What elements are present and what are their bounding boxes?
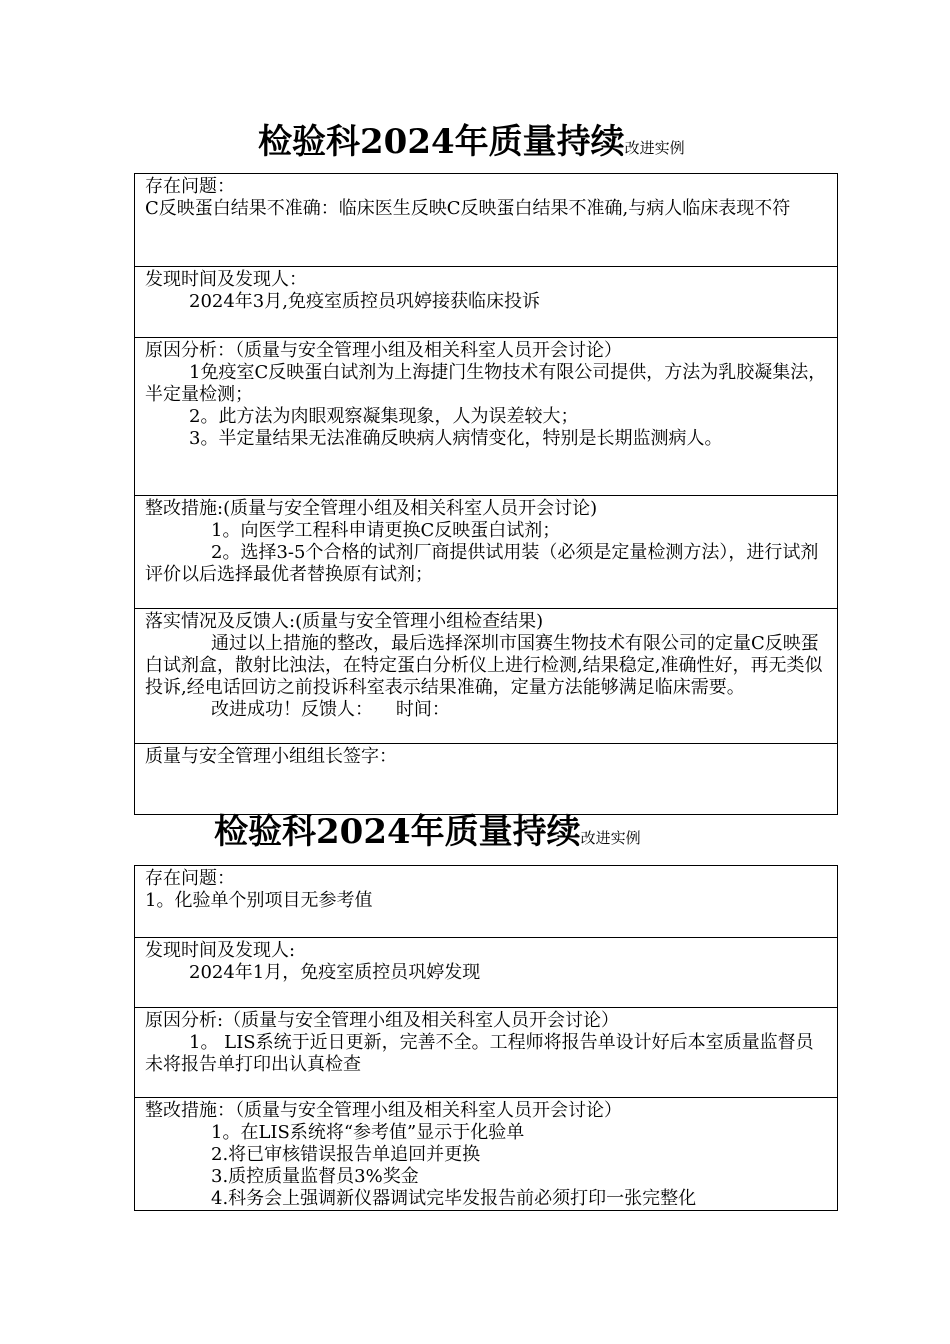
report2-problem-cell — [135, 866, 837, 938]
report1-signature-cell — [135, 744, 837, 814]
report1-problem-text: C反映蛋白结果不准确：临床医生反映C反映蛋白结果不准确,与病人临床表现不符 — [145, 198, 791, 219]
report1-title — [258, 122, 685, 168]
report2-discovery-text: 2024年1月，免疫室质控员巩婷发现 — [189, 962, 481, 983]
report2-title — [214, 812, 641, 858]
report1-problem-label: 存在问题： — [145, 176, 235, 197]
report1-discovery-label: 发现时间及发现人： — [145, 269, 307, 290]
report2-measures-item: 4.科务会上强调新仪器调试完毕发报告前必须打印一张完整化 — [211, 1188, 697, 1209]
report1-signature-label: 质量与安全管理小组组长签字： — [145, 746, 397, 767]
report1-table — [134, 173, 838, 815]
report1-problem-cell — [135, 174, 837, 267]
report2-table — [134, 865, 838, 1211]
report2-measures-item: 3.质控质量监督员3%奖金 — [211, 1166, 419, 1187]
report1-cause-cell — [135, 338, 837, 496]
report1-measures-item: 1。向医学工程科申请更换C反映蛋白试剂； — [211, 520, 561, 541]
report2-measures-item: 1。在LIS系统将“参考值”显示于化验单 — [211, 1122, 525, 1143]
report1-cause-item: 1免疫室C反映蛋白试剂为上海捷门生物技术有限公司提供，方法为乳胶凝集法，半定量检测； — [145, 362, 827, 405]
report2-title-suffix: 改进实例 — [580, 829, 641, 847]
report1-title-main: 检验科2024年质量持续 — [258, 122, 625, 162]
report1-measures-label: 整改措施:(质量与安全管理小组及相关科室人员开会讨论) — [145, 498, 598, 519]
report1-title-suffix: 改进实例 — [624, 139, 685, 157]
report1-feedback-result: 改进成功！反馈人： 时间： — [211, 699, 450, 720]
report2-measures-item: 2.将已审核错误报告单追回并更换 — [211, 1144, 481, 1165]
report1-cause-label: 原因分析：（质量与安全管理小组及相关科室人员开会讨论） — [145, 340, 622, 361]
report2-cause-item: 1。 LIS系统于近日更新，完善不全。工程师将报告单设计好后本室质量监督员未将报告单打印出认真检查 — [145, 1032, 814, 1075]
report1-discovery-cell — [135, 267, 837, 338]
report1-measures-cell — [135, 496, 837, 609]
report1-cause-item: 2。此方法为肉眼观察凝集现象，人为误差较大； — [189, 406, 579, 427]
report2-measures-cell — [135, 1098, 837, 1210]
report2-title-main: 检验科2024年质量持续 — [214, 812, 581, 852]
report2-problem-text: 1。化验单个别项目无参考值 — [145, 890, 373, 911]
report2-discovery-cell — [135, 938, 837, 1008]
report1-feedback-text: 通过以上措施的整改，最后选择深圳市国赛生物技术有限公司的定量C反映蛋白试剂盒，散射比浊法，在特定蛋白分析仪上进行检测,结果稳定,准确性好，再无类似投诉,经电话回访之前投诉科室表示结果准确，定量方法能够满足临床需要。 — [145, 633, 823, 698]
report2-discovery-label: 发现时间及发现人: — [145, 940, 296, 961]
report1-feedback-cell — [135, 609, 837, 744]
report2-cause-cell — [135, 1008, 837, 1098]
report1-feedback-label: 落实情况及反馈人:(质量与安全管理小组检查结果) — [145, 611, 544, 632]
report2-problem-label: 存在问题： — [145, 868, 235, 889]
report2-measures-label: 整改措施：（质量与安全管理小组及相关科室人员开会讨论） — [145, 1100, 622, 1121]
report1-discovery-text: 2024年3月,免疫室质控员巩婷接获临床投诉 — [189, 291, 540, 312]
report1-measures-item: 2。选择3-5个合格的试剂厂商提供试用装（必须是定量检测方法），进行试剂评价以后选择最优者替换原有试剂； — [145, 542, 819, 585]
report2-cause-label: 原因分析:（质量与安全管理小组及相关科室人员开会讨论） — [145, 1010, 620, 1031]
report1-cause-item: 3。半定量结果无法准确反映病人病情变化，特别是长期监测病人。 — [189, 428, 723, 449]
